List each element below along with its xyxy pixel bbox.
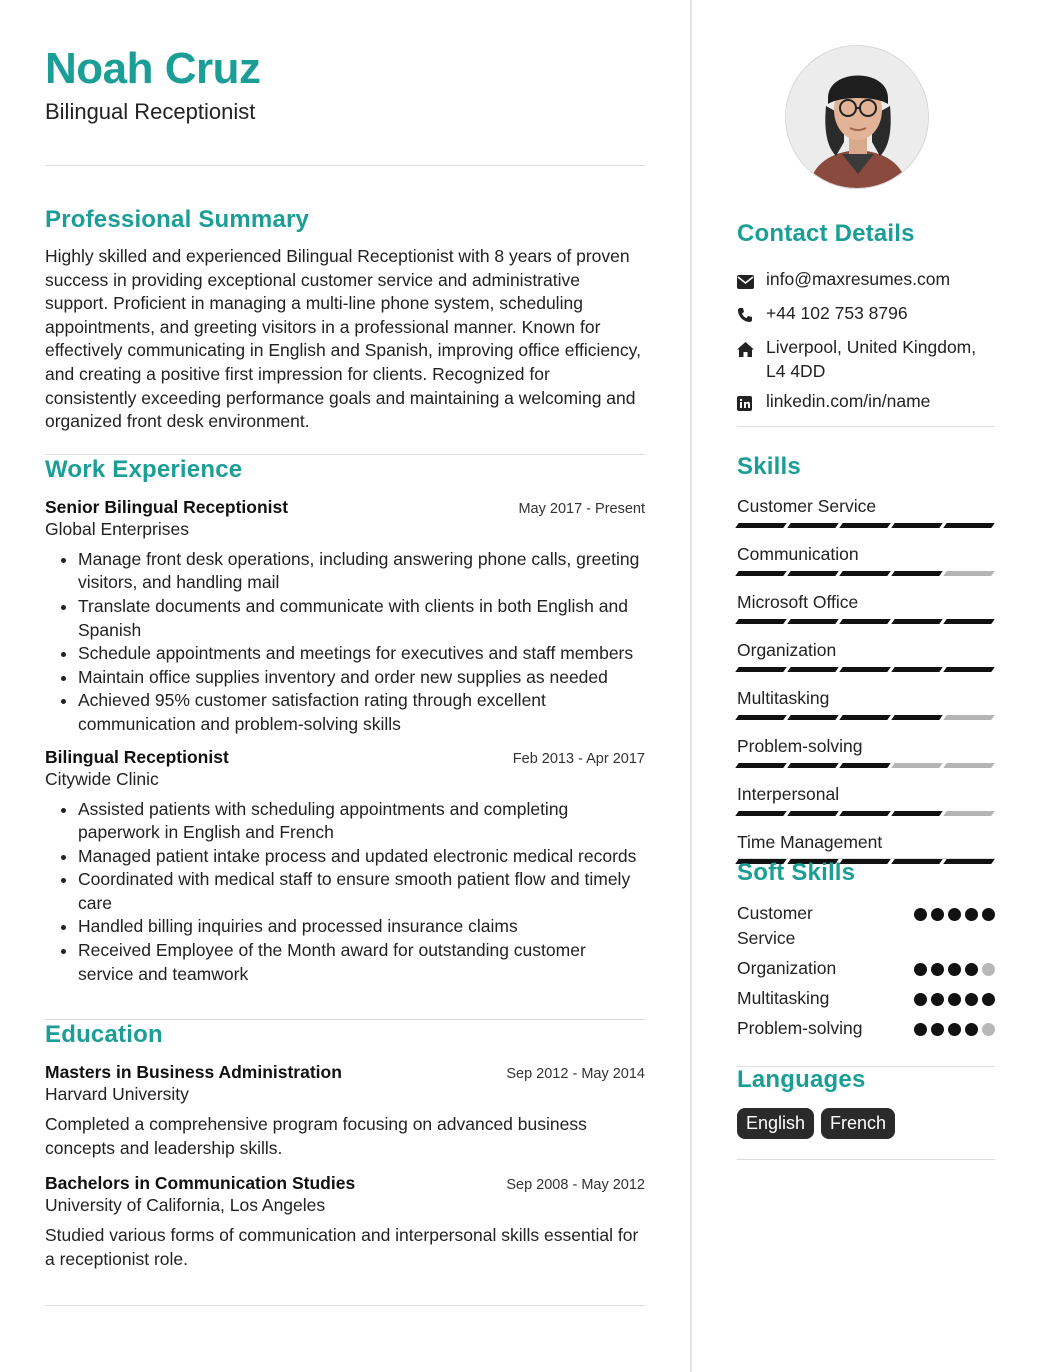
rating-dot bbox=[948, 963, 961, 976]
rating-dot bbox=[982, 908, 995, 921]
skill-level-segment bbox=[891, 763, 943, 768]
education-header bbox=[45, 1173, 645, 1194]
rating-dot bbox=[931, 908, 944, 921]
job-date: Feb 2013 - Apr 2017 bbox=[512, 750, 645, 767]
header-divider bbox=[45, 165, 645, 166]
skill-level-segment bbox=[787, 571, 839, 576]
skill-level-segment bbox=[943, 667, 995, 672]
education-heading: Education bbox=[45, 1021, 163, 1049]
education-entry bbox=[45, 1062, 645, 1160]
rating-dot bbox=[948, 908, 961, 921]
summary-text: Highly skilled and experienced Bilingual Receptionist with 8 years of proven success in providing exceptional customer service and administrative support. Proficient in managing a multi-line phone system, scheduling appointments, and greeting visitors in a professional manner. Known for effectively communicating in English and Spanish, improving office efficiency, and creating a positive first impression for clients. Recognized for consistently exceeding performance goals and maintaining a welcoming and organized front desk environment. bbox=[45, 246, 641, 432]
profile-photo bbox=[785, 45, 929, 189]
bullet-item: • Translate documents and communicate with clients in both English and Spanish bbox=[78, 595, 645, 642]
experience-heading: Work Experience bbox=[45, 455, 243, 483]
contact-phone[interactable] bbox=[737, 301, 995, 329]
education-description: Studied various forms of communication and interpersonal skills essential for a receptionist role. bbox=[45, 1225, 639, 1270]
languages-list bbox=[737, 1108, 895, 1139]
degree-title: Masters in Business Administration bbox=[45, 1062, 342, 1083]
contact-divider bbox=[737, 426, 995, 427]
skill-level-segment bbox=[891, 523, 943, 528]
candidate-name: Noah Cruz bbox=[45, 44, 261, 93]
job-company: Global Enterprises bbox=[45, 518, 189, 539]
job-entry bbox=[45, 497, 645, 737]
skill-level-segment bbox=[943, 523, 995, 528]
experience-divider bbox=[45, 1019, 645, 1020]
avatar-illustration bbox=[786, 46, 929, 189]
soft-skill-item bbox=[737, 956, 995, 981]
languages-heading: Languages bbox=[737, 1066, 866, 1093]
summary-divider bbox=[45, 454, 645, 455]
education-description: Completed a comprehensive program focusing on advanced business concepts and leadership skills. bbox=[45, 1114, 587, 1158]
skill-level-segment bbox=[943, 619, 995, 624]
rating-dot bbox=[982, 963, 995, 976]
candidate-title: Bilingual Receptionist bbox=[45, 99, 256, 124]
job-date: May 2017 - Present bbox=[518, 500, 645, 517]
linkedin-icon bbox=[737, 389, 766, 417]
skill-level-bar bbox=[737, 523, 995, 542]
skill-level-segment bbox=[735, 619, 787, 624]
skill-item bbox=[737, 494, 995, 542]
skill-name: Interpersonal bbox=[737, 784, 840, 804]
rating-dot bbox=[965, 908, 978, 921]
skill-level-segment bbox=[787, 763, 839, 768]
linkedin-text: linkedin.com/in/name bbox=[766, 391, 931, 411]
school-name: University of California, Los Angeles bbox=[45, 1195, 326, 1216]
rating-dot bbox=[914, 993, 927, 1006]
bullet-item: • Managed patient intake process and updated electronic medical records bbox=[78, 845, 645, 869]
home-icon bbox=[737, 335, 766, 363]
education-date: Sep 2008 - May 2012 bbox=[506, 1177, 645, 1194]
rating-dot bbox=[931, 993, 944, 1006]
skill-level-segment bbox=[943, 571, 995, 576]
skill-name: Multitasking bbox=[737, 688, 830, 708]
skill-level-segment bbox=[839, 763, 891, 768]
skill-level-segment bbox=[839, 619, 891, 624]
skill-level-segment bbox=[735, 763, 787, 768]
skill-level-segment bbox=[735, 667, 787, 672]
soft-skills-heading: Soft Skills bbox=[737, 859, 856, 886]
job-header bbox=[45, 497, 645, 518]
job-bullets bbox=[45, 548, 645, 737]
skill-level-segment bbox=[891, 811, 943, 816]
skill-level-bar bbox=[737, 619, 995, 638]
education-date: Sep 2012 - May 2014 bbox=[506, 1066, 645, 1083]
rating-dot bbox=[914, 908, 927, 921]
summary-heading: Professional Summary bbox=[45, 206, 310, 233]
soft-skills-list bbox=[737, 901, 995, 1046]
soft-skill-rating bbox=[914, 956, 995, 976]
language-pill: French bbox=[821, 1108, 895, 1139]
rating-dot bbox=[965, 993, 978, 1006]
skill-level-segment bbox=[787, 523, 839, 528]
rating-dot bbox=[982, 993, 995, 1006]
job-entry bbox=[45, 747, 645, 987]
soft-skill-name: Problem-solving bbox=[737, 1018, 863, 1038]
language-pill: English bbox=[737, 1108, 814, 1139]
skills-heading: Skills bbox=[737, 453, 801, 480]
soft-skill-rating bbox=[914, 1016, 995, 1036]
skill-name: Customer Service bbox=[737, 496, 877, 516]
skill-level-segment bbox=[891, 619, 943, 624]
skill-level-segment bbox=[943, 715, 995, 720]
skill-level-segment bbox=[787, 667, 839, 672]
envelope-icon bbox=[737, 267, 766, 295]
soft-skill-name: Customer Service bbox=[737, 903, 813, 948]
education-divider bbox=[45, 1305, 645, 1306]
soft-skill-rating bbox=[914, 986, 995, 1006]
skill-level-segment bbox=[943, 763, 995, 768]
education-entry bbox=[45, 1173, 645, 1271]
skill-item bbox=[737, 638, 995, 686]
languages-divider bbox=[737, 1159, 995, 1160]
rating-dot bbox=[931, 1023, 944, 1036]
skill-level-segment bbox=[943, 811, 995, 816]
contact-heading: Contact Details bbox=[737, 220, 915, 247]
skill-level-segment bbox=[839, 811, 891, 816]
bullet-item: • Maintain office supplies inventory and order new supplies as needed bbox=[78, 666, 645, 690]
phone-text: +44 102 753 8796 bbox=[766, 303, 908, 323]
bullet-item: • Assisted patients with scheduling appointments and completing paperwork in English and French bbox=[78, 798, 645, 845]
bullet-item: • Manage front desk operations, including answering phone calls, greeting visitors, and handling mail bbox=[78, 548, 645, 595]
skill-level-segment bbox=[787, 811, 839, 816]
job-header bbox=[45, 747, 645, 768]
skill-name: Time Management bbox=[737, 832, 883, 852]
skill-level-segment bbox=[839, 667, 891, 672]
skill-item bbox=[737, 590, 995, 638]
skill-level-segment bbox=[891, 715, 943, 720]
skill-level-segment bbox=[839, 571, 891, 576]
rating-dot bbox=[965, 963, 978, 976]
skill-level-segment bbox=[787, 619, 839, 624]
skills-list bbox=[737, 494, 995, 878]
rating-dot bbox=[948, 993, 961, 1006]
skill-level-segment bbox=[891, 571, 943, 576]
contact-list bbox=[737, 267, 995, 423]
skill-level-segment bbox=[943, 859, 995, 864]
soft-skill-item bbox=[737, 901, 995, 951]
skill-level-segment bbox=[735, 715, 787, 720]
skill-level-segment bbox=[787, 715, 839, 720]
job-title: Bilingual Receptionist bbox=[45, 746, 229, 767]
skill-level-bar bbox=[737, 667, 995, 686]
degree-title: Bachelors in Communication Studies bbox=[45, 1173, 356, 1194]
skill-level-bar bbox=[737, 715, 995, 734]
skill-level-segment bbox=[891, 667, 943, 672]
phone-icon bbox=[737, 301, 766, 329]
rating-dot bbox=[948, 1023, 961, 1036]
skill-name: Organization bbox=[737, 640, 837, 660]
address-text: Liverpool, United Kingdom, L4 4DD bbox=[766, 337, 977, 381]
soft-skill-name: Multitasking bbox=[737, 988, 830, 1008]
soft-skill-item bbox=[737, 986, 995, 1011]
skill-level-bar bbox=[737, 571, 995, 590]
skill-level-bar bbox=[737, 763, 995, 782]
skill-item bbox=[737, 542, 995, 590]
skill-item bbox=[737, 686, 995, 734]
soft-skill-rating bbox=[914, 901, 995, 921]
job-company: Citywide Clinic bbox=[45, 768, 159, 789]
skill-name: Problem-solving bbox=[737, 736, 863, 756]
rating-dot bbox=[982, 1023, 995, 1036]
skill-item bbox=[737, 782, 995, 830]
contact-address bbox=[737, 335, 995, 383]
skill-name: Communication bbox=[737, 544, 859, 564]
skill-level-segment bbox=[839, 523, 891, 528]
contact-email[interactable] bbox=[737, 267, 995, 295]
job-bullets bbox=[45, 798, 645, 987]
contact-linkedin[interactable] bbox=[737, 389, 995, 417]
soft-skill-item bbox=[737, 1016, 995, 1041]
skill-item bbox=[737, 734, 995, 782]
skill-level-segment bbox=[891, 859, 943, 864]
education-header bbox=[45, 1062, 645, 1083]
skill-level-segment bbox=[735, 523, 787, 528]
soft-skill-name: Organization bbox=[737, 958, 837, 978]
skill-level-segment bbox=[735, 571, 787, 576]
skill-name: Microsoft Office bbox=[737, 592, 859, 612]
bullet-item: • Schedule appointments and meetings for executives and staff members bbox=[78, 642, 645, 666]
school-name: Harvard University bbox=[45, 1084, 189, 1105]
job-title: Senior Bilingual Receptionist bbox=[45, 496, 289, 517]
bullet-item: • Coordinated with medical staff to ensure smooth patient flow and timely care bbox=[78, 868, 645, 915]
skill-level-segment bbox=[735, 811, 787, 816]
skill-level-segment bbox=[839, 715, 891, 720]
bullet-item: • Received Employee of the Month award for outstanding customer service and teamwork bbox=[78, 939, 645, 986]
column-divider bbox=[690, 0, 692, 1372]
bullet-item: • Achieved 95% customer satisfaction rating through excellent communication and problem-solving skills bbox=[78, 689, 645, 736]
email-text: info@maxresumes.com bbox=[766, 269, 951, 289]
rating-dot bbox=[931, 963, 944, 976]
bullet-item: • Handled billing inquiries and processed insurance claims bbox=[78, 915, 645, 939]
main-column bbox=[45, 40, 645, 1306]
rating-dot bbox=[914, 1023, 927, 1036]
skill-level-bar bbox=[737, 811, 995, 830]
rating-dot bbox=[914, 963, 927, 976]
rating-dot bbox=[965, 1023, 978, 1036]
